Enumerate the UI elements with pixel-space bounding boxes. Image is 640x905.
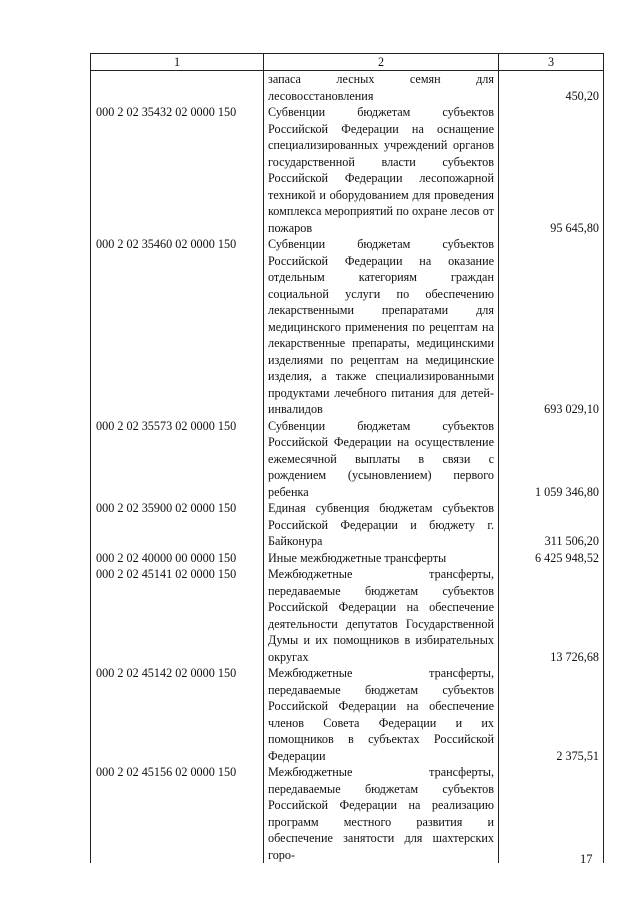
table-row <box>91 566 604 665</box>
table-row <box>91 550 604 567</box>
row-amount <box>499 764 604 863</box>
column-header-2: 2 <box>264 54 499 71</box>
row-code: 000 2 02 35573 02 0000 150 <box>91 418 264 501</box>
row-description: Субвенции бюджетам субъектов Российской Федерации на оснащение специализированных учреждений органов государственной власти субъектов Российской Федерации лесопожарной техникой и оборудованием для проведения комплекса мероприятий по охране лесов от пожаров <box>264 104 499 236</box>
row-amount: 13 726,68 <box>499 566 604 665</box>
row-code: 000 2 02 35432 02 0000 150 <box>91 104 264 236</box>
row-amount: 6 425 948,52 <box>499 550 604 567</box>
row-description: Субвенции бюджетам субъектов Российской Федерации на осуществление ежемесячной выплаты в связи с рождением (усыновлением) первого ребенка <box>264 418 499 501</box>
row-amount: 95 645,80 <box>499 104 604 236</box>
row-code: 000 2 02 45141 02 0000 150 <box>91 566 264 665</box>
row-description: Иные межбюджетные трансферты <box>264 550 499 567</box>
table-header-row <box>91 54 604 71</box>
row-code: 000 2 02 35460 02 0000 150 <box>91 236 264 418</box>
table-row <box>91 104 604 236</box>
table-row <box>91 236 604 418</box>
budget-table <box>90 53 604 863</box>
row-code <box>91 71 264 105</box>
row-amount: 450,20 <box>499 71 604 105</box>
page-number: 17 <box>580 852 593 866</box>
row-code: 000 2 02 45142 02 0000 150 <box>91 665 264 764</box>
row-code: 000 2 02 45156 02 0000 150 <box>91 764 264 863</box>
row-amount: 1 059 346,80 <box>499 418 604 501</box>
row-description: Межбюджетные трансферты, передаваемые бюджетам субъектов Российской Федерации на обеспечение деятельности депутатов Государственной Думы и их помощников в избирательных округах <box>264 566 499 665</box>
row-description: Субвенции бюджетам субъектов Российской Федерации на оказание отдельным категориям граждан социальной услуги по обеспечению лекарственными препаратами для медицинского применения по рецептам на лекарственные препараты, медицинскими изделиями по рецептам на медицинские изделия, а также специализированными продуктами лечебного питания для детей-инвалидов <box>264 236 499 418</box>
row-code: 000 2 02 35900 02 0000 150 <box>91 500 264 550</box>
table-row <box>91 500 604 550</box>
row-description: Единая субвенция бюджетам субъектов Российской Федерации и бюджету г. Байконура <box>264 500 499 550</box>
row-description: запаса лесных семян для лесовосстановления <box>264 71 499 105</box>
row-amount: 311 506,20 <box>499 500 604 550</box>
table-row <box>91 418 604 501</box>
column-header-1: 1 <box>91 54 264 71</box>
table-row <box>91 665 604 764</box>
row-description: Межбюджетные трансферты, передаваемые бюджетам субъектов Российской Федерации на реализацию программ местного развития и обеспечение занятости для шахтерских горо- <box>264 764 499 863</box>
row-code: 000 2 02 40000 00 0000 150 <box>91 550 264 567</box>
row-amount: 2 375,51 <box>499 665 604 764</box>
column-header-3: 3 <box>499 54 604 71</box>
table-row <box>91 764 604 863</box>
row-amount: 693 029,10 <box>499 236 604 418</box>
table-row <box>91 71 604 105</box>
row-description: Межбюджетные трансферты, передаваемые бюджетам субъектов Российской Федерации на обеспечение членов Совета Федерации и их помощников в субъектах Российской Федерации <box>264 665 499 764</box>
